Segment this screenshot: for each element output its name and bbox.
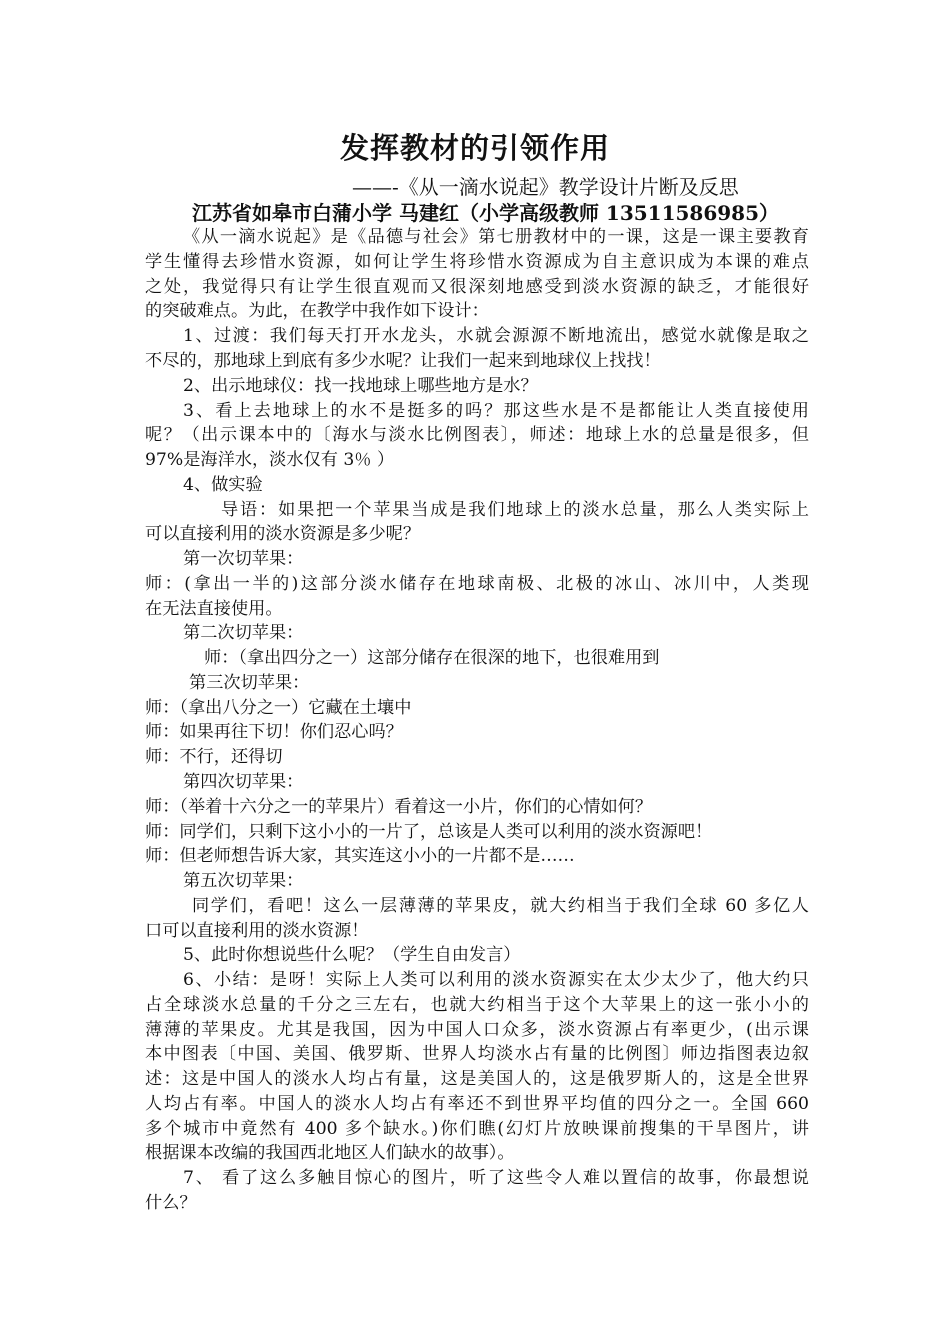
document-title: 发挥教材的引领作用 <box>339 131 610 165</box>
text-line: 第一次切苹果： <box>183 549 304 569</box>
text-line: 多个城市中竟然有 400 多个缺水。)你们瞧(幻灯片放映课前搜集的干旱图片，讲 <box>145 1119 809 1139</box>
text-line: 4、做实验 <box>183 475 263 495</box>
text-line: 的突破难点。为此，在教学中我作如下设计： <box>145 301 489 321</box>
text-line: 师：同学们，只剩下这小小的一片了，总该是人类可以利用的淡水资源吧！ <box>145 822 713 842</box>
text-line: 师：(拿出一半的)这部分淡水储存在地球南极、北极的冰山、冰川中，人类现 <box>145 574 809 594</box>
text-line: 之处，我觉得只有让学生很直观而又很深刻地感受到淡水资源的缺乏，才能很好 <box>145 277 809 297</box>
text-line: 根据课本改编的我国西北地区人们缺水的故事）。 <box>145 1143 515 1163</box>
text-line: 人均占有率。中国人的淡水人均占有率还不到世界平均值的四分之一。全国 660 <box>145 1094 809 1114</box>
document-subtitle: ——-《从一滴水说起》教学设计片断及反思 <box>352 175 739 199</box>
text-line: 本中图表〔中国、美国、俄罗斯、世界人均淡水占有量的比例图〕师边指图表边叙 <box>145 1044 809 1064</box>
text-line: 第五次切苹果： <box>183 871 304 891</box>
text-line: 师：（拿出八分之一）它藏在土壤中 <box>145 698 412 718</box>
text-line: 薄薄的苹果皮。尤其是我国，因为中国人口众多，淡水资源占有率更少，(出示课 <box>145 1020 809 1040</box>
text-line: 师：如果再往下切！你们忍心吗？ <box>145 722 403 742</box>
text-line: 3、看上去地球上的水不是挺多的吗？那这些水是不是都能让人类直接使用 <box>183 401 809 421</box>
text-line: 师：但老师想告诉大家，其实连这小小的一片都不是…… <box>145 846 575 866</box>
text-line: 7、 看了这么多触目惊心的图片，听了这些令人难以置信的故事，你最想说 <box>183 1168 809 1188</box>
text-line: 不尽的，那地球上到底有多少水呢？让我们一起来到地球仪上找找！ <box>145 351 661 371</box>
text-line: 97%是海洋水，淡水仅有 3％ ） <box>145 450 395 470</box>
text-line: 占全球淡水总量的千分之三左右，也就大约相当于这个大苹果上的这一张小小的 <box>145 995 809 1015</box>
text-line: 述：这是中国人的淡水人均占有量，这是美国人的，这是俄罗斯人的，这是全世界 <box>145 1069 809 1089</box>
text-line: 在无法直接使用。 <box>145 599 283 619</box>
text-line: 第三次切苹果： <box>189 673 310 693</box>
text-line: 师：不行，还得切 <box>145 747 283 767</box>
text-line: 导语：如果把一个苹果当成是我们地球上的淡水总量，那么人类实际上 <box>221 500 809 520</box>
text-line: 口可以直接利用的淡水资源！ <box>145 921 369 941</box>
text-line: 师：（拿出四分之一）这部分储存在很深的地下，也很难用到 <box>204 648 660 668</box>
text-line: 6、小结：是呀！实际上人类可以利用的淡水资源实在太少太少了，他大约只 <box>183 970 809 990</box>
text-line: 可以直接利用的淡水资源是多少呢？ <box>145 524 421 544</box>
text-line: 学生懂得去珍惜水资源，如何让学生将珍惜水资源成为自主意识成为本课的难点 <box>145 252 809 272</box>
text-line: 1、过渡：我们每天打开水龙头，水就会源源不断地流出，感觉水就像是取之 <box>183 326 809 346</box>
text-line: 2、出示地球仪：找一找地球上哪些地方是水？ <box>183 376 538 396</box>
text-line: 第二次切苹果： <box>183 623 304 643</box>
text-line: 什么？ <box>145 1193 197 1213</box>
text-line: 5、此时你想说些什么呢？（学生自由发言） <box>183 945 521 965</box>
text-line: 第四次切苹果： <box>183 772 304 792</box>
text-line: 师：（举着十六分之一的苹果片）看着这一小片，你们的心情如何？ <box>145 797 653 817</box>
text-line: 呢？（出示课本中的〔海水与淡水比例图表〕，师述：地球上水的总量是很多，但 <box>145 425 809 445</box>
text-line: 同学们，看吧！这么一层薄薄的苹果皮，就大约相当于我们全球 60 多亿人 <box>192 896 809 916</box>
author-line: 江苏省如皋市白蒲小学 马建红（小学高级教师 13511586985） <box>192 201 780 225</box>
text-line: 《从一滴水说起》是《品德与社会》第七册教材中的一课，这是一课主要教育 <box>183 227 809 247</box>
